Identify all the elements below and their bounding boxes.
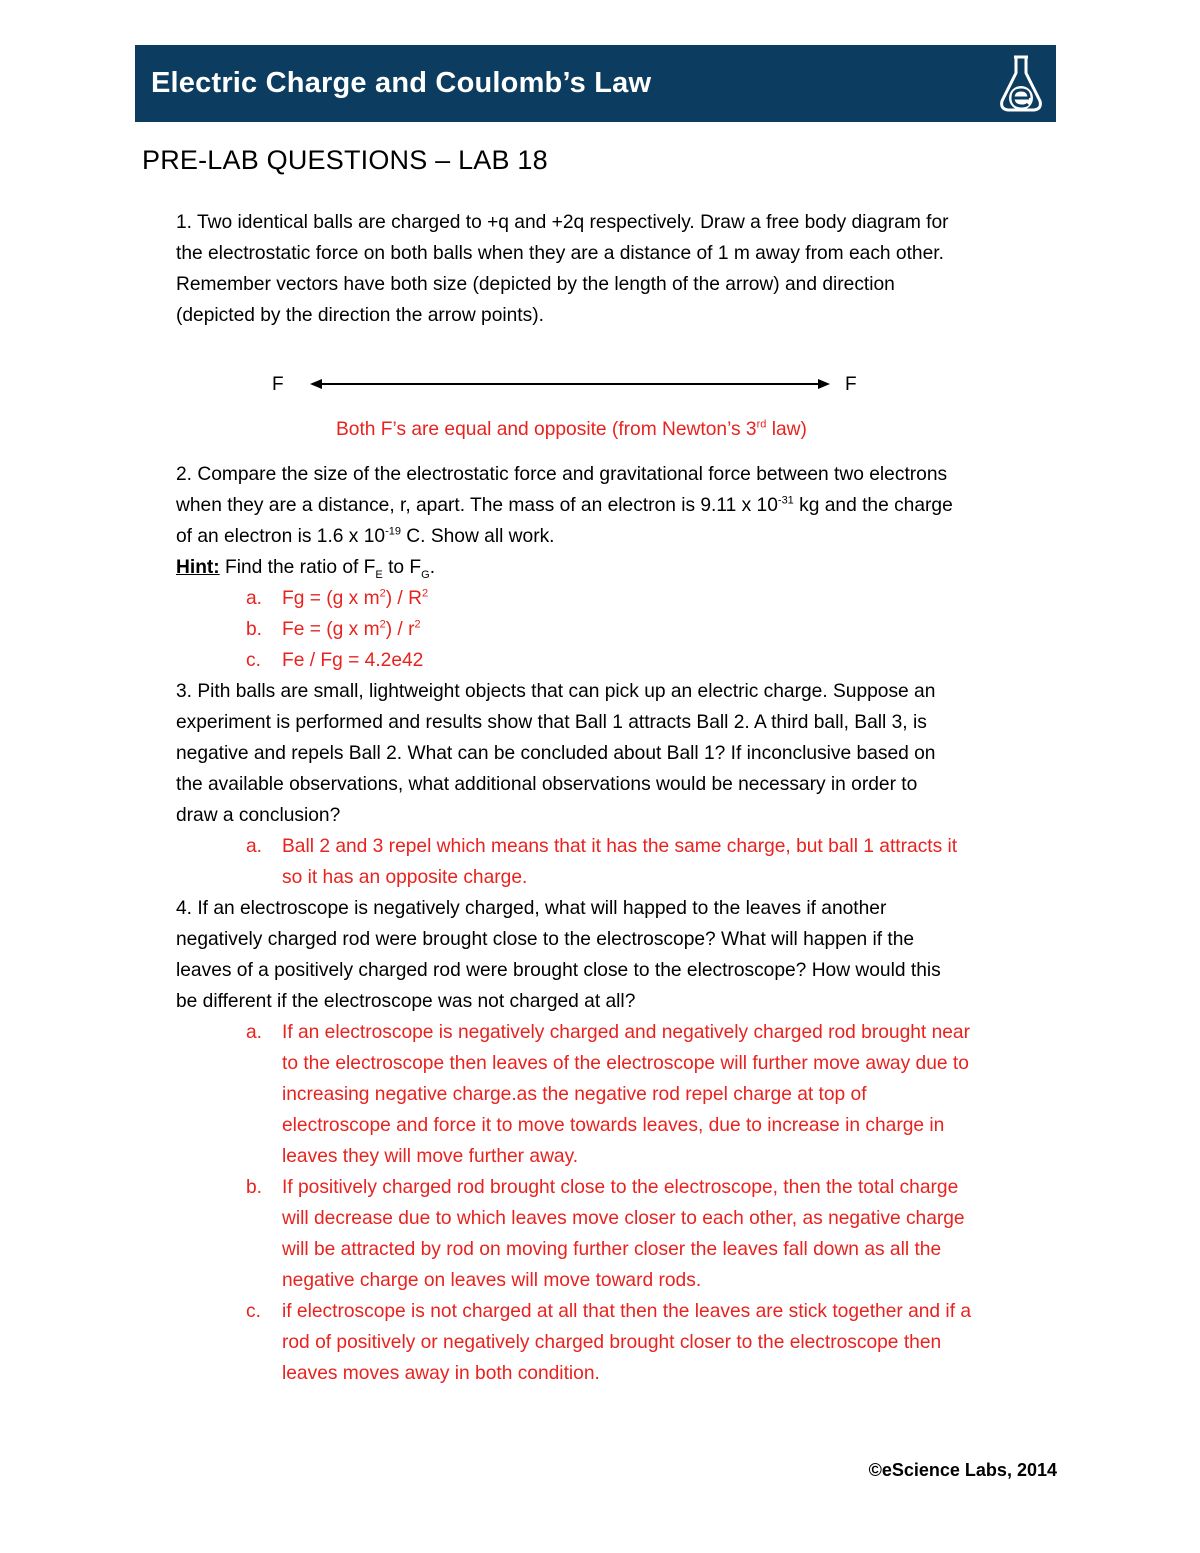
question-4-line: 4. If an electroscope is negatively charged, what will happed to the leaves if another	[176, 898, 887, 919]
list-label: b.	[246, 1177, 263, 1198]
answer-superscript: rd	[756, 418, 767, 431]
answer-line: will decrease due to which leaves move closer to each other, as negative charge	[282, 1208, 965, 1229]
answer-line: increasing negative charge.as the negative rod repel charge at top of	[282, 1084, 867, 1105]
answer-line: rod of positively or negatively charged brought closer to the electroscope then	[282, 1332, 942, 1353]
arrowhead-left-icon	[310, 379, 322, 389]
text-run: Fe = (g x m	[282, 619, 380, 640]
answer-line: if electroscope is not charged at all that then the leaves are stick together and if a	[282, 1301, 972, 1322]
answer-line: negative charge on leaves will move toward rods.	[282, 1270, 702, 1291]
answer-line: so it has an opposite charge.	[282, 867, 528, 888]
exponent: 2	[414, 618, 421, 631]
list-label: c.	[246, 650, 261, 671]
question-3-line: 3. Pith balls are small, lightweight objects that can pick up an electric charge. Suppose an	[176, 681, 936, 702]
force-arrow-diagram	[0, 0, 1200, 420]
question-4-line: leaves of a positively charged rod were brought close to the electroscope? How would this	[176, 960, 941, 981]
force-label-right: F	[845, 374, 857, 395]
question-1-answer	[336, 419, 807, 441]
arrowhead-right-icon	[818, 379, 830, 389]
question-3-line: experiment is performed and results show that Ball 1 attracts Ball 2. A third ball, Ball 3, is	[176, 712, 927, 733]
copyright-footer: ©eScience Labs, 2014	[868, 1460, 1057, 1480]
subscript: E	[375, 568, 383, 581]
answer-item	[176, 1017, 1066, 1172]
text-run: ) / r	[385, 619, 415, 640]
answer-item	[176, 1296, 1066, 1389]
text-run: C. Show all work.	[400, 526, 555, 547]
question-4-line: negatively charged rod were brought close to the electroscope? What will happen if the	[176, 929, 915, 950]
question-3-line: the available observations, what additional observations would be necessary in order to	[176, 774, 918, 795]
question-2	[176, 459, 1066, 1389]
section-title: PRE-LAB QUESTIONS – LAB 18	[142, 145, 548, 175]
exponent: 2	[379, 618, 386, 631]
text-run: to F	[382, 557, 422, 578]
answer-line: If an electroscope is negatively charged and negatively charged rod brought near	[282, 1022, 970, 1043]
question-1-line: the electrostatic force on both balls when they are a distance of 1 m away from each other.	[176, 243, 944, 264]
text-run: .	[429, 557, 436, 578]
answer-item	[176, 645, 1066, 676]
answer-item	[176, 583, 1066, 614]
answer-line: leaves they will move further away.	[282, 1146, 579, 1167]
answer-line: will be attracted by rod on moving further closer the leaves fall down as all the	[282, 1239, 942, 1260]
question-2-line: 2. Compare the size of the electrostatic force and gravitational force between two electrons	[176, 464, 948, 485]
answer-line: electroscope and force it to move towards leaves, due to increase in charge in	[282, 1115, 945, 1136]
question-3-line: draw a conclusion?	[176, 805, 341, 826]
answer-item	[176, 614, 1066, 645]
subscript: G	[421, 568, 430, 581]
answer-item	[176, 1172, 1066, 1296]
list-label: a.	[246, 1022, 263, 1043]
force-label-left: F	[272, 374, 284, 395]
answer-line: Ball 2 and 3 repel which means that it has the same charge, but ball 1 attracts it	[282, 836, 958, 857]
exponent: -19	[385, 525, 401, 538]
list-label: b.	[246, 619, 263, 640]
exponent: -31	[777, 494, 794, 507]
question-2-line	[176, 521, 1066, 552]
list-label: a.	[246, 588, 263, 609]
question-1-line: 1. Two identical balls are charged to +q and +2q respectively. Draw a free body diagram for	[176, 212, 949, 233]
text-run: when they are a distance, r, apart. The mass of an electron is 9.11 x 10	[176, 495, 778, 516]
answer-text: Both F’s are equal and opposite (from Newton’s 3	[336, 419, 757, 440]
exponent: 2	[379, 587, 386, 600]
exponent: 2	[421, 587, 429, 600]
text-run: ) / R	[385, 588, 422, 609]
question-4-line: be different if the electroscope was not charged at all?	[176, 991, 636, 1012]
list-label: c.	[246, 1301, 261, 1322]
question-2-line	[176, 490, 1066, 521]
hint-label: Hint:	[176, 557, 220, 578]
answer-line: to the electroscope then leaves of the electroscope will further move away due to	[282, 1053, 969, 1074]
text-run: kg and the charge	[793, 495, 953, 516]
text-run: Fg = (g x m	[282, 588, 380, 609]
question-3-line: negative and repels Ball 2. What can be concluded about Ball 1? If inconclusive based on	[176, 743, 936, 764]
list-label: a.	[246, 836, 263, 857]
answer-item	[176, 831, 1066, 893]
question-1-line: (depicted by the direction the arrow points).	[176, 305, 544, 326]
answer-line: leaves moves away in both condition.	[282, 1363, 600, 1384]
text-run: of an electron is 1.6 x 10	[176, 526, 386, 547]
text-run: Find the ratio of F	[219, 557, 376, 578]
hint-line	[176, 552, 1066, 583]
answer-text: law)	[766, 419, 807, 440]
text-run: Fe / Fg = 4.2e42	[282, 650, 424, 671]
document-title: Electric Charge and Coulomb’s Law	[151, 67, 652, 99]
answer-line: If positively charged rod brought close to the electroscope, then the total charge	[282, 1177, 959, 1198]
question-1-line: Remember vectors have both size (depicted by the length of the arrow) and direction	[176, 274, 895, 295]
